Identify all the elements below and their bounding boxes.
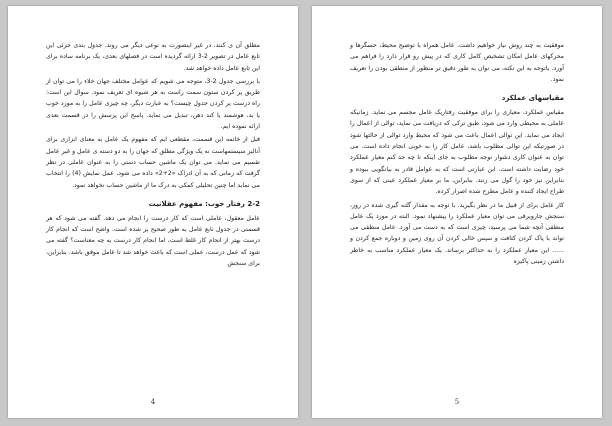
page-content: [350, 40, 564, 269]
page-left: [8, 6, 298, 418]
paragraph: عامل معقول، عاملی است که کار درست را انجام می دهد. گفته می شود که هر قسمتی در جدول تابع عامل به طور صحیح پر شده است. واضح است که انجام کار درست بهتر از انجام کار غلط است، اما انجام کار درست به چه معناست؟ گفته می شود که عمل درست، عملی است که باعث خواهد شد تا عامل موفق باشد. بنابراین، برای سنجش: [46, 214, 260, 268]
section-heading: 2-2 رفتار خوب: مفهوم عقلانیت: [148, 199, 260, 208]
page-number: 5: [454, 398, 460, 406]
paragraph: کار عامل برای از قبیل ما در نظر بگیرید. با توجه به مقدار گلنه گیری شده در روز، سنجش جاروبرقی می توان معیار عملکرد را پیشنهاد نمود. البته در مورد یک عامل منطقی آنچه شما می پرسید، چیزی است که به دست می آورد. عامل منطقی می تواند با پاک کردن کثافت و سپس خالی کردن آن روی زمین و دوباره جمع کردن و ...... این معیار عملکرد را به حداکثر برساند. یک معیار عملکرد مناسب به خاطر داشتن زمینی پاکیزه: [350, 201, 564, 266]
page-content: [46, 40, 260, 271]
section-heading: مقیاسهای عملکرد: [501, 94, 564, 103]
paragraph: موفقیت به چند روش نیاز خواهیم داشت. عامل همراه با توضیح محیط، حسگرها و محرکهای عامل امکان تشخیص کامل کاری که در پیش رو قرار دارد را فراهم می آورد. باتوجه به این نکته، می توان به طور دقیق تر منظور از منطقی بودن را تعریف نمود.: [350, 42, 564, 83]
paragraph: مطلق آن ی کنند، در غیر اینصورت به نوعی دیگر می روند. جدول بندی جزئی این تابع عامل در تصویر 2-3 ارائه گردیده است در فصلهای بعدی، یک برنامه ساده برای این تابع عامل داده خواهد شد.: [46, 42, 260, 72]
paragraph: مقیاس عملکرد، معیاری را برای موفقیت رفتاریک عامل مجسم می نماید. زمانیکه عاملی به محیطی وارد می شود، طبق ترکی که دریافت می نماید، توالی از اعمال را ایجاد می نماید. این توالی اعمال باعث می شود که محیط وارد توالی از حالتها شود در صورتیکه این توالی مطلوب باشد، عامل کار را به خوبی انجام داده است. می توان به عنوان کاری دشوار توجه مطلوب به جای اینکه تا چه حد کنم معیار عملکرد خود رضایت داشته است. این عبارتی است که به عوامل قادر به بیانگویی ببوده و بنابراین نیز خود را گول می زنند. بنابراین، ما بر معیار عملکرد عینی که از سوی طراح ایجاد کننده و عامل مطرح شده اصرار کرده.: [350, 109, 564, 196]
paragraph: قبل از خاتمه این قسمت، مقطعی ایم که مفهوم یک عامل به معنای ابزاری برای آنالیز سیستمهاست نه یک ویژگی مطلق که جهان را به دو دسته ی عامل و غیر عامل تقسیم می نماید. می توان یک ماشین حساب دستی را به عنوان عاملی در نظر گرفت که زمانی که به آن ادراک «2+2» داده می شود، عمل نمایش (4) را انتخاب می نماید اما چنین تحلیلی کمکی به درک ما از ماشین حساب نخواهد نمود.: [46, 136, 261, 189]
paragraph: با بررسی جدول 2-3، متوجه می شویم که عوامل مختلف جهان خلاء را می توان از طریق پر کردن ستون سمت راست به هر شیوه ای تعریف نمود. سوال این است: راه درست پر کردن جدول چیست؟ به عبارت دیگر، چه چیزی عامل را به مورد خوب یا بد، هوشمند یا کند ذهن، تبدیل می نماید. پاسخ این پرسش را در قسمت بعدی ارائه نموده ایم.: [46, 77, 260, 131]
page-right: [312, 6, 602, 418]
page-number: 4: [150, 398, 156, 406]
